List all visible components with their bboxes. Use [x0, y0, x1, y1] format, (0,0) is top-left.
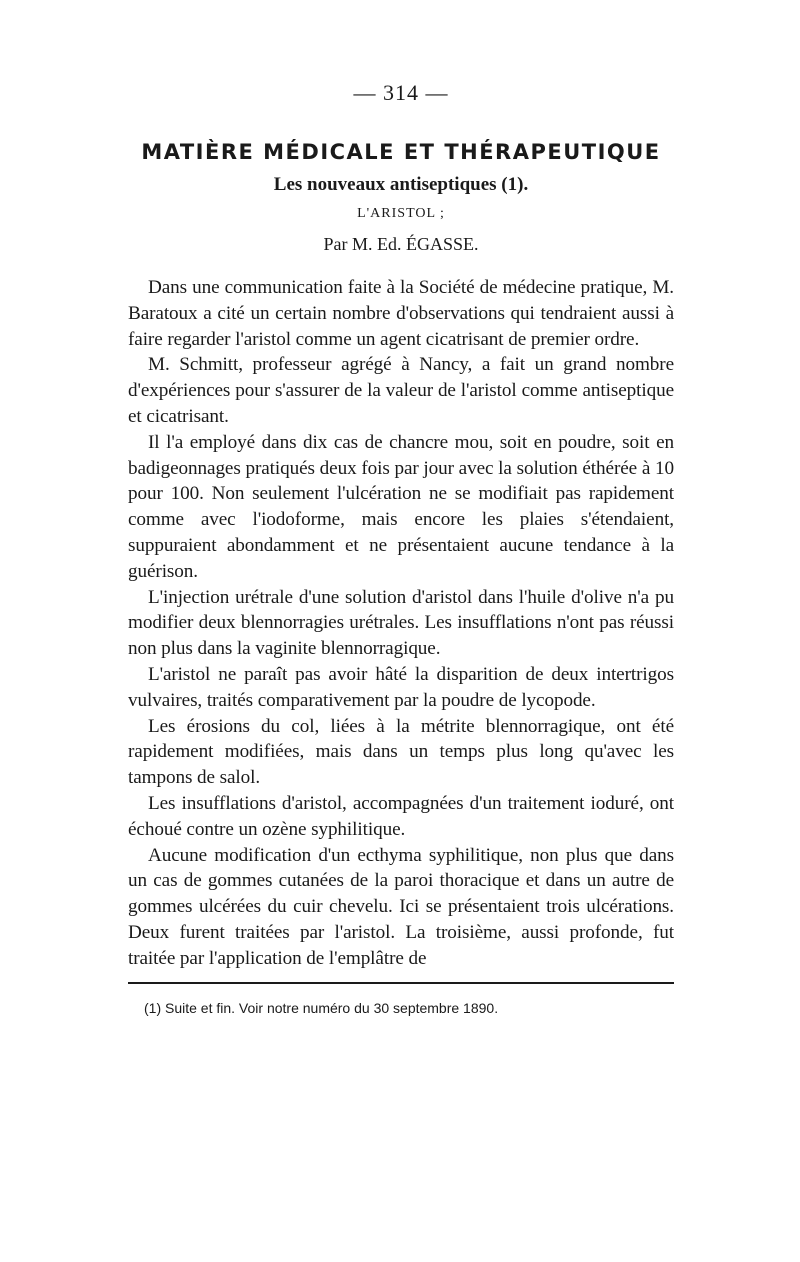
paragraph: Les insufflations d'aristol, accompagnées d'un traitement ioduré, ont échoué contre un ozène syphilitique. [128, 792, 674, 840]
paragraph: M. Schmitt, professeur agrégé à Nancy, a fait un grand nombre d'expériences pour s'assurer de la valeur de l'aristol comme antiseptique et cicatrisant. [128, 354, 674, 427]
article-subject: L'ARISTOL ; [357, 206, 445, 221]
paragraph: Il l'a employé dans dix cas de chancre mou, soit en poudre, soit en badigeonnages pratiqués deux fois par jour avec la solution éthérée à 10 pour 100. Non seulement l'ulcération ne se modifiait pas rapidement comme avec l'iodoforme, mais encore les plaies s'étendaient, suppuraient abondamment et ne présentaient aucune tendance à la guérison. [128, 431, 674, 582]
page-number: — 314 — [353, 80, 449, 105]
document-page [128, 80, 674, 1016]
article-author: Par M. Ed. ÉGASSE. [323, 234, 479, 254]
paragraph: L'aristol ne paraît pas avoir hâté la disparition de deux intertrigos vulvaires, traités comparativement par la poudre de lycopode. [128, 663, 674, 711]
section-title: MATIÈRE MÉDICALE ET THÉRAPEUTIQUE [141, 140, 661, 164]
article-title: Les nouveaux antiseptiques (1). [273, 174, 529, 195]
paragraph: Aucune modification d'un ecthyma syphilitique, non plus que dans un cas de gommes cutanées de la paroi thoracique et dans un autre de gommes ulcérées du cuir chevelu. Ici se présentaient trois ulcérations. Deux furent traitées par l'aristol. La troisième, aussi profonde, fut traitée par l'application de l'emplâtre de [128, 844, 674, 969]
paragraph: Dans une communication faite à la Société de médecine pratique, M. Baratoux a cité un certain nombre d'observations qui tendraient aussi à faire regarder l'aristol comme un agent cicatrisant de premier ordre. [128, 277, 674, 350]
footnote: (1) Suite et fin. Voir notre numéro du 30 septembre 1890. [144, 999, 499, 1016]
paragraph: Les érosions du col, liées à la métrite blennorragique, ont été rapidement modifiées, mais dans un temps plus long qu'avec les tampons de salol. [128, 715, 674, 789]
paragraph: L'injection urétrale d'une solution d'aristol dans l'huile d'olive n'a pu modifier deux blennorragies urétrales. Les insufflations n'ont pas réussi non plus dans la vaginite blennorragique. [128, 586, 674, 660]
article-body [128, 275, 674, 972]
footnote-divider [128, 982, 674, 984]
